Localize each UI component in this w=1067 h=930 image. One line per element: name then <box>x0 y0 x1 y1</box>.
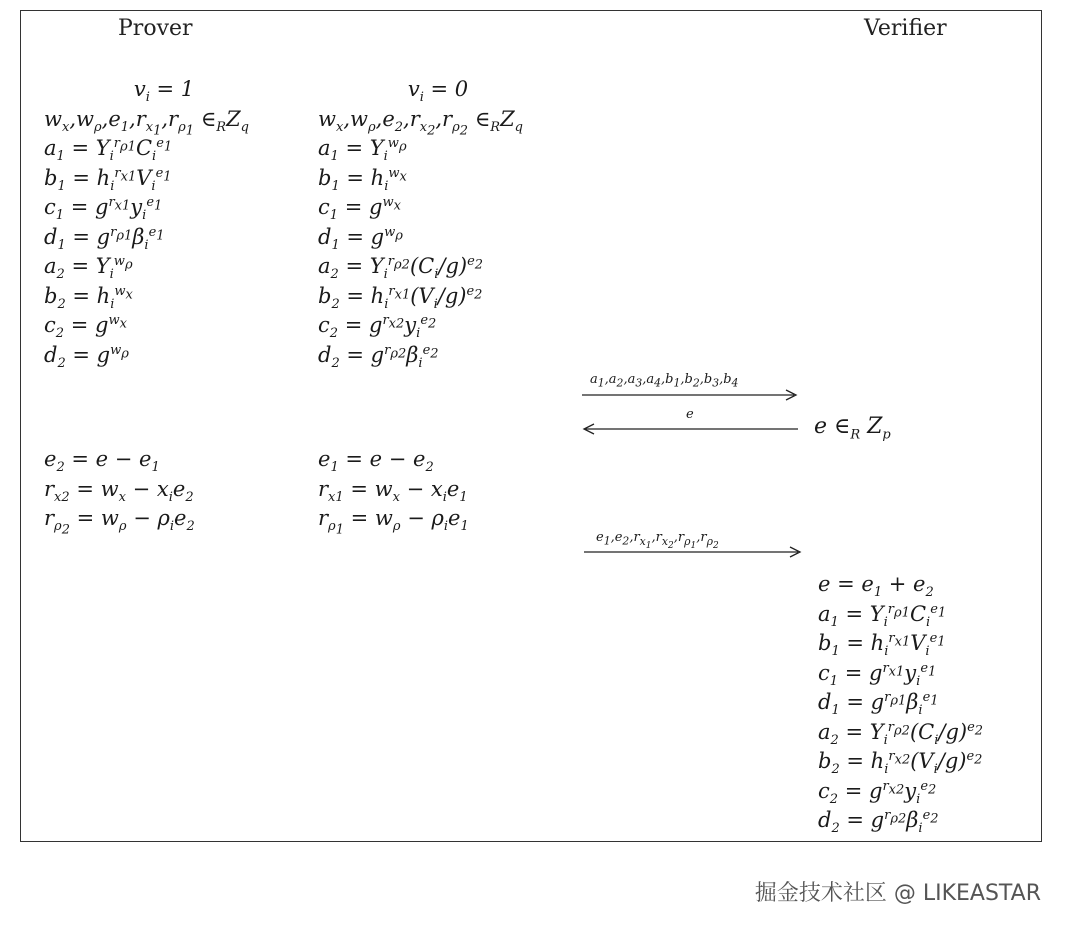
v0-b1: $b_1 = h_i^{w_x}$ <box>318 165 407 194</box>
verifier-challenge: e $\in_R$ $Z_p$ <box>814 414 891 443</box>
prover-v0-column <box>318 75 558 370</box>
prover-header: Prover <box>118 16 193 41</box>
v0-rx1: $r_{x1} = w_x - x_ie_1$ <box>318 476 468 505</box>
v1-a2: $a_2 = Y_i^{w_\rho}$ <box>44 254 133 283</box>
v1-c1: $c_1 = g^{r_{x1}}y_i^{e_1}$ <box>44 195 163 224</box>
v1-rx2: $r_{x2} = w_x - x_ie_2$ <box>44 476 194 505</box>
check-e: $e = e_1 + e_2$ <box>818 572 934 601</box>
responses-arrow <box>584 545 804 559</box>
prover-v1-column <box>44 75 284 370</box>
check-a2: $a_2 = Y_i^{r_{\rho 2}}(C_i/g)^{e_2}$ <box>818 719 984 748</box>
v0-random-choice: $w_x,w_\rho,e_2,r_{x_2},r_{\rho_2}$ $\in_RZ_q$ <box>318 106 523 139</box>
check-d1: $d_1 = g^{r_{\rho 1}}\beta_i^{e_1}$ <box>818 690 939 719</box>
case-label-v0: $v_i = 0$ <box>407 77 469 106</box>
commitments-arrow <box>582 388 800 402</box>
v0-rrho1: $r_{\rho_1} = w_\rho - \rho_ie_1$ <box>318 506 469 538</box>
prover-v0-response <box>318 445 469 538</box>
challenge-arrow <box>582 422 800 436</box>
v0-a1: $a_1 = Y_i^{w_\rho}$ <box>318 136 407 165</box>
v0-b2: $b_2 = h_i^{r_{x1}}(V_i/g)^{e_2}$ <box>318 283 483 312</box>
v1-rrho2: $r_{\rho_2} = w_\rho - \rho_ie_2$ <box>44 506 195 538</box>
v0-c1: $c_1 = g^{w_x}$ <box>318 195 401 224</box>
check-d2: $d_2 = g^{r_{\rho 2}}\beta_i^{e_2}$ <box>818 808 939 837</box>
v1-c2: $c_2 = g^{w_x}$ <box>44 313 127 342</box>
check-c1: $c_1 = g^{r_{x1}}y_i^{e_1}$ <box>818 660 937 689</box>
case-label-v1: $v_i = 1$ <box>133 77 195 106</box>
challenge-message-label: e <box>686 407 694 422</box>
v0-a2: $a_2 = Y_i^{r_{\rho 2}}(C_i/g)^{e_2}$ <box>318 254 484 283</box>
verifier-header: Verifier <box>864 16 947 41</box>
v1-d1: $d_1 = g^{r_{\rho 1}}\beta_i^{e_1}$ <box>44 224 165 253</box>
check-c2: $c_2 = g^{r_{x2}}y_i^{e_2}$ <box>818 778 937 807</box>
v1-b2: $b_2 = h_i^{w_x}$ <box>44 283 133 312</box>
v0-c2: $c_2 = g^{r_{x2}}y_i^{e_2}$ <box>318 313 437 342</box>
v0-d1: $d_1 = g^{w_\rho}$ <box>318 224 403 253</box>
check-a1: $a_1 = Y_i^{r_{\rho 1}}C_i^{e_1}$ <box>818 601 947 630</box>
v1-random-choice: $w_x,w_\rho,e_1,r_{x_1},r_{\rho_1}$ $\in_RZ_q$ <box>44 106 249 139</box>
v1-d2: $d_2 = g^{w_\rho}$ <box>44 342 129 371</box>
check-b1: $b_1 = h_i^{r_{x1}}V_i^{e_1}$ <box>818 631 946 660</box>
v0-e1: $e_1 = e - e_2$ <box>318 447 434 476</box>
v1-b1: $b_1 = h_i^{r_{x1}}V_i^{e_1}$ <box>44 165 172 194</box>
watermark: 掘金技术社区 @ LIKEASTAR <box>754 881 1041 906</box>
v1-a1: $a_1 = Y_i^{r_{\rho 1}}C_i^{e_1}$ <box>44 136 173 165</box>
v1-e2: $e_2 = e - e_1$ <box>44 447 160 476</box>
commitments-message-label: $a_1,a_2,a_3,a_4,b_1,b_2,b_3,b_4$ <box>590 372 739 390</box>
prover-v1-response <box>44 445 195 538</box>
check-b2: $b_2 = h_i^{r_{x2}}(V_i/g)^{e_2}$ <box>818 749 983 778</box>
v0-d2: $d_2 = g^{r_{\rho 2}}\beta_i^{e_2}$ <box>318 342 439 371</box>
verifier-checks <box>818 570 983 836</box>
responses-message-label: $e_1,e_2,r_{x_1},r_{x_2},r_{\rho_1},r_{\rho_2}$ <box>596 530 719 551</box>
